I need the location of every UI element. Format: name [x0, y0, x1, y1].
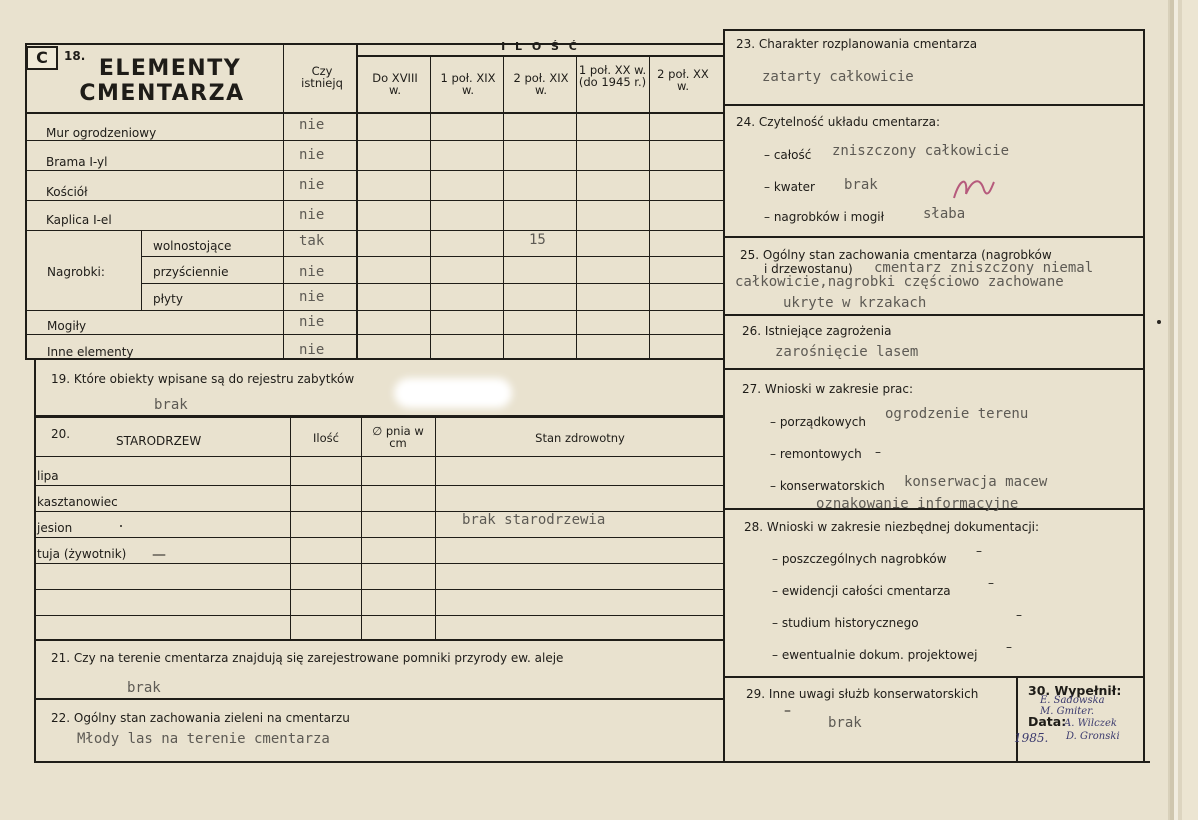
s18-period-col — [649, 56, 650, 359]
s28-item-value: – — [1016, 608, 1022, 622]
s18-title-line2: CMENTARZA — [79, 81, 245, 106]
s20-note: brak starodrzewia — [462, 512, 606, 528]
s28-item-value: – — [1006, 640, 1012, 654]
s27-label: 27. Wnioski w zakresie prac: — [742, 382, 914, 396]
s29-label: 29. Inne uwagi służb konserwatorskich — [746, 687, 979, 701]
s30-date-label: Data: — [1028, 714, 1067, 729]
s20-number: 20. — [51, 427, 71, 441]
s18-period-header: Do XVIII w. — [372, 71, 418, 97]
frame-left-upper — [25, 43, 27, 359]
s18-row-rule — [25, 140, 723, 141]
s27-item-label: – konserwatorskich — [770, 479, 885, 493]
s22-value: Młody las na terenie cmentarza — [77, 731, 330, 747]
divider-middle — [723, 29, 725, 763]
s18-header-rule — [25, 112, 723, 114]
section-letter-box: C — [26, 46, 58, 70]
s18-row-label: płyty — [153, 292, 183, 306]
frame-bottom — [34, 761, 1150, 763]
s27-item-value: konserwacja macew — [904, 474, 1048, 490]
s28-label: 28. Wnioski w zakresie niezbędnej dokumentacji: — [744, 520, 1040, 534]
s20-col — [290, 418, 291, 640]
frame-top-right — [723, 29, 1145, 31]
s24-item-value: słaba — [923, 206, 966, 222]
s26-value: zarośnięcie lasem — [775, 344, 919, 360]
s18-row-rule — [142, 256, 723, 257]
s18-row-rule — [142, 283, 723, 284]
s27-item-label: – porządkowych — [770, 415, 866, 429]
s25-label-line1: 25. Ogólny stan zachowania cmentarza (nagrobków — [740, 248, 1052, 262]
s20-handwritten-dash: — — [152, 547, 166, 563]
s21-value: brak — [127, 680, 161, 696]
s18-title-col — [283, 43, 284, 359]
s18-row-rule — [25, 334, 723, 335]
s28-item-label: – ewentualnie dokum. projektowej — [772, 648, 978, 662]
s30-left — [1016, 677, 1018, 762]
s21-bottom — [34, 698, 724, 700]
s20-row-rule — [34, 589, 724, 590]
s22-label: 22. Ogólny stan zachowania zieleni na cmentarzu — [51, 711, 350, 725]
s25-label-line2: i drzewostanu) — [764, 262, 853, 276]
s19-bottom — [34, 415, 724, 418]
s20-col — [361, 418, 362, 640]
s30-handwriting: A. Wilczek — [1064, 718, 1117, 729]
s24-item-label: – nagrobków i mogił — [764, 210, 885, 224]
s21-label: 21. Czy na terenie cmentarza znajdują się zarejestrowane pomniki przyrody ew. aleje — [51, 651, 564, 665]
s18-row-label: Kościół — [46, 185, 88, 199]
s25-value-line2: całkowicie,nagrobki częściowo zachowane — [735, 274, 1064, 290]
s20-title: STARODRZEW — [116, 434, 202, 448]
s25-value-line3: ukryte w krzakach — [783, 295, 927, 311]
handwritten-mark — [950, 172, 996, 204]
s18-row-count: 15 — [529, 232, 546, 248]
s18-row-rule — [25, 200, 723, 201]
s30-handwriting: D. Gronski — [1066, 731, 1120, 742]
s28-item-value: – — [988, 576, 994, 590]
s24-item-value: brak — [844, 177, 878, 193]
s30-handwriting-date: 1985. — [1014, 731, 1049, 745]
s25-value-line1: cmentarz zniszczony niemal — [874, 260, 1094, 276]
s28-item-label: – poszczególnych nagrobków — [772, 552, 947, 566]
s18-period-col — [576, 56, 577, 359]
s20-tree: lipa — [37, 469, 59, 483]
s29-dash: – — [784, 703, 791, 719]
s18-nagrobki-label: Nagrobki: — [47, 265, 105, 279]
s30-handwriting: E. Sadowska — [1040, 695, 1105, 706]
s27-value-extra: oznakowanie informacyjne — [816, 496, 1019, 512]
s20-tree: tuja (żywotnik) — [37, 547, 127, 561]
s18-period-header: 2 poł. XIX w. — [513, 71, 569, 97]
s23-label: 23. Charakter rozplanowania cmentarza — [736, 37, 978, 51]
s20-col — [435, 418, 436, 640]
s28-item-label: – studium historycznego — [772, 616, 919, 630]
s20-header-rule — [34, 456, 724, 457]
s18-period-header: 1 poł. XX w. (do 1945 r.) — [578, 63, 647, 89]
s20-row-rule — [34, 563, 724, 564]
s26-bottom — [724, 368, 1145, 370]
paper-speck — [1157, 320, 1161, 324]
s18-row-label: wolnostojące — [153, 239, 232, 253]
s20-col-pien: ∅ pnia w cm — [372, 424, 424, 450]
s27-item-label: – remontowych — [770, 447, 862, 461]
s18-row-value: nie — [299, 342, 325, 358]
s18-row-label: Inne elementy — [47, 345, 134, 359]
s18-period-col — [503, 56, 504, 359]
s24-item-value: zniszczony całkowicie — [832, 143, 1010, 159]
s18-czy-header: Czy istniejq — [301, 64, 343, 90]
s28-item-label: – ewidencji całości cmentarza — [772, 584, 951, 598]
s18-czy-col — [356, 43, 358, 359]
s20-row-rule — [34, 615, 724, 616]
s25-bottom — [724, 314, 1145, 316]
s18-row-label: Brama I-yl — [46, 155, 108, 169]
s23-bottom — [724, 104, 1145, 106]
s20-col-stan: Stan zdrowotny — [535, 431, 625, 445]
s18-row-value: tak — [299, 233, 325, 249]
s24-bottom — [724, 236, 1145, 238]
s23-value: zatarty całkowicie — [762, 69, 914, 85]
s19-value: brak — [154, 397, 188, 413]
s20-col-ilosc: Ilość — [313, 431, 339, 445]
s27-item-value: – — [875, 445, 881, 459]
s28-item-value: – — [976, 544, 982, 558]
s24-item-label: – kwater — [764, 180, 815, 194]
s18-nagrobki-col — [141, 230, 142, 310]
s18-row-value: nie — [299, 314, 325, 330]
s18-row-value: nie — [299, 177, 325, 193]
s18-ilosc-header: I L O Ś Ć — [501, 40, 580, 53]
s20-tree: jesion — [37, 521, 73, 535]
s18-number: 18. — [64, 49, 86, 63]
s24-label: 24. Czytelność układu cmentarza: — [736, 115, 941, 129]
s19-label: 19. Które obiekty wpisane są do rejestru zabytków — [51, 372, 355, 386]
s20-row-rule — [34, 511, 724, 512]
s30-label: 30. Wypełnił: — [1028, 683, 1122, 698]
s20-bottom — [34, 639, 724, 641]
s18-period-header: 2 poł. XX w. — [657, 67, 709, 93]
s18-row-label: Kaplica I-el — [46, 213, 112, 227]
s18-row-rule — [25, 170, 723, 171]
s18-period-header: 1 poł. XIX w. — [440, 71, 496, 97]
s28-bottom — [724, 676, 1145, 678]
redacted-area — [394, 378, 512, 408]
s20-row-rule — [34, 537, 724, 538]
s18-period-col — [430, 56, 431, 359]
s30-handwriting: M. Gmiter. — [1040, 706, 1095, 717]
s18-row-value: nie — [299, 264, 325, 280]
s18-ilosc-rule — [357, 55, 723, 57]
s18-row-label: Mogiły — [47, 319, 87, 333]
s18-row-rule — [25, 230, 723, 231]
frame-left-lower — [34, 359, 36, 763]
s26-label: 26. Istniejące zagrożenia — [742, 324, 892, 338]
s18-row-label: Mur ogrodzeniowy — [46, 126, 157, 140]
paper-speck — [120, 525, 122, 527]
s18-row-value: nie — [299, 207, 325, 223]
s18-title-line1: ELEMENTY — [98, 56, 242, 81]
s27-item-value: ogrodzenie terenu — [885, 406, 1029, 422]
s18-row-rule — [25, 310, 723, 311]
s18-row-value: nie — [299, 147, 325, 163]
frame-right — [1143, 29, 1145, 763]
s18-row-label: przyściennie — [153, 265, 229, 279]
s24-item-label: – całość — [764, 148, 812, 162]
s18-row-value: nie — [299, 117, 325, 133]
s20-tree: kasztanowiec — [37, 495, 118, 509]
s29-value: brak — [828, 715, 862, 731]
s18-row-value: nie — [299, 289, 325, 305]
s20-row-rule — [34, 485, 724, 486]
